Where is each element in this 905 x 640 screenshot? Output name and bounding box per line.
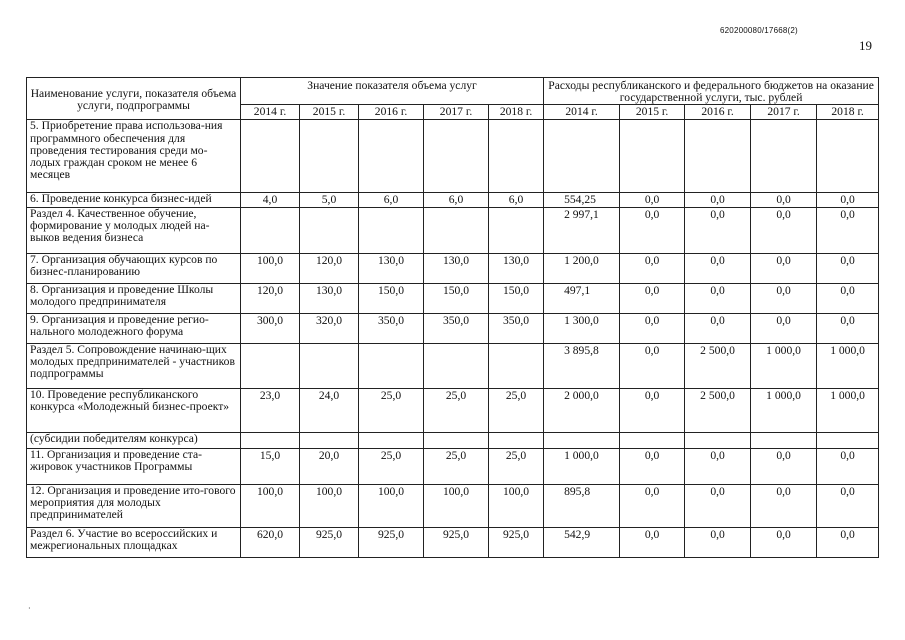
expense-cell	[620, 120, 685, 193]
expense-cell	[751, 432, 817, 448]
expense-year-header: 2018 г.	[817, 105, 879, 120]
expense-cell: 0,0	[751, 193, 817, 207]
volume-cell: 925,0	[300, 527, 359, 557]
expense-cell: 0,0	[751, 527, 817, 557]
row-name: 10. Проведение республиканского конкурса «Молодежный бизнес-проект»	[27, 388, 241, 432]
volume-cell	[241, 343, 300, 388]
volume-cell: 24,0	[300, 388, 359, 432]
table-row	[27, 283, 879, 313]
volume-cell	[424, 432, 489, 448]
volume-cell: 150,0	[359, 283, 424, 313]
volume-cell: 15,0	[241, 448, 300, 484]
volume-cell: 925,0	[424, 527, 489, 557]
volume-cell: 23,0	[241, 388, 300, 432]
row-name: 6. Проведение конкурса бизнес-идей	[27, 193, 241, 207]
expense-cell: 0,0	[620, 313, 685, 343]
expense-cell: 1 300,0	[544, 313, 620, 343]
expense-cell: 0,0	[817, 448, 879, 484]
expense-cell: 0,0	[620, 193, 685, 207]
expense-cell	[544, 120, 620, 193]
expense-cell	[685, 432, 751, 448]
volume-cell	[359, 343, 424, 388]
volume-cell	[359, 120, 424, 193]
volume-cell: 120,0	[300, 253, 359, 283]
volume-cell	[489, 207, 544, 253]
volume-year-header: 2015 г.	[300, 105, 359, 120]
expense-cell: 497,1	[544, 283, 620, 313]
expense-cell	[620, 432, 685, 448]
table-row	[27, 313, 879, 343]
volume-cell: 300,0	[241, 313, 300, 343]
table-row	[27, 253, 879, 283]
table-row	[27, 432, 879, 448]
table-row	[27, 484, 879, 527]
volume-cell: 6,0	[424, 193, 489, 207]
volume-cell	[241, 120, 300, 193]
expense-cell: 0,0	[817, 527, 879, 557]
volume-cell: 130,0	[489, 253, 544, 283]
expense-cell: 0,0	[685, 283, 751, 313]
volume-cell	[424, 343, 489, 388]
expense-cell: 1 000,0	[751, 388, 817, 432]
row-name: 9. Организация и проведение регио-нального молодежного форума	[27, 313, 241, 343]
table-row	[27, 343, 879, 388]
volume-cell: 120,0	[241, 283, 300, 313]
volume-year-header: 2018 г.	[489, 105, 544, 120]
volume-year-header: 2017 г.	[424, 105, 489, 120]
volume-cell: 25,0	[359, 448, 424, 484]
volume-cell	[359, 432, 424, 448]
expense-cell: 0,0	[620, 343, 685, 388]
volume-cell: 130,0	[424, 253, 489, 283]
document-id: 620200080/17668(2)	[720, 26, 798, 35]
volume-cell: 100,0	[359, 484, 424, 527]
row-name: (субсидии победителям конкурса)	[27, 432, 241, 448]
expense-cell: 0,0	[751, 448, 817, 484]
expense-cell: 1 000,0	[751, 343, 817, 388]
expense-cell: 0,0	[620, 207, 685, 253]
expense-year-header: 2017 г.	[751, 105, 817, 120]
volume-cell: 925,0	[359, 527, 424, 557]
row-name: 12. Организация и проведение ито-гового мероприятия для молодых предпринимателей	[27, 484, 241, 527]
expense-cell: 1 200,0	[544, 253, 620, 283]
volume-year-header: 2016 г.	[359, 105, 424, 120]
expense-cell: 0,0	[620, 388, 685, 432]
expense-cell: 0,0	[685, 527, 751, 557]
volume-year-header: 2014 г.	[241, 105, 300, 120]
expense-year-header: 2014 г.	[544, 105, 620, 120]
expense-cell	[751, 120, 817, 193]
expense-cell: 0,0	[620, 448, 685, 484]
volume-cell: 5,0	[300, 193, 359, 207]
expense-cell: 0,0	[817, 193, 879, 207]
expense-cell: 2 500,0	[685, 343, 751, 388]
expense-cell: 554,25	[544, 193, 620, 207]
volume-cell: 320,0	[300, 313, 359, 343]
volume-cell: 350,0	[424, 313, 489, 343]
services-table	[26, 77, 879, 558]
row-name: 7. Организация обучающих курсов по бизнес-планированию	[27, 253, 241, 283]
volume-cell: 150,0	[489, 283, 544, 313]
volume-cell: 350,0	[359, 313, 424, 343]
volume-cell	[424, 120, 489, 193]
expense-cell: 0,0	[620, 484, 685, 527]
volume-cell	[300, 432, 359, 448]
volume-cell: 100,0	[241, 253, 300, 283]
expense-cell: 0,0	[817, 484, 879, 527]
table-row	[27, 207, 879, 253]
volume-cell: 100,0	[424, 484, 489, 527]
expense-cell	[817, 432, 879, 448]
expense-cell: 1 000,0	[817, 343, 879, 388]
column-group-volume: Значение показателя объема услуг	[241, 78, 544, 105]
expense-cell: 0,0	[620, 253, 685, 283]
volume-cell: 25,0	[489, 448, 544, 484]
expense-cell: 0,0	[751, 207, 817, 253]
expense-cell	[817, 120, 879, 193]
volume-cell	[300, 120, 359, 193]
volume-cell	[359, 207, 424, 253]
expense-cell: 1 000,0	[544, 448, 620, 484]
expense-cell: 0,0	[751, 253, 817, 283]
row-name: 11. Организация и проведение ста-жировок участников Программы	[27, 448, 241, 484]
volume-cell: 20,0	[300, 448, 359, 484]
table-row	[27, 527, 879, 557]
expense-cell: 0,0	[685, 253, 751, 283]
expense-cell: 0,0	[817, 283, 879, 313]
expense-cell	[685, 120, 751, 193]
table-row	[27, 193, 879, 207]
expense-cell: 0,0	[751, 313, 817, 343]
table-row	[27, 388, 879, 432]
volume-cell	[241, 207, 300, 253]
volume-cell: 25,0	[359, 388, 424, 432]
expense-cell: 3 895,8	[544, 343, 620, 388]
volume-cell: 100,0	[300, 484, 359, 527]
volume-cell: 925,0	[489, 527, 544, 557]
row-name: Раздел 6. Участие во всероссийских и межрегиональных площадках	[27, 527, 241, 557]
page-number: 19	[859, 38, 872, 53]
expense-cell: 2 500,0	[685, 388, 751, 432]
column-header-name: Наименование услуги, показателя объема услуги, подпрограммы	[27, 78, 241, 120]
row-name: 8. Организация и проведение Школы молодого предпринимателя	[27, 283, 241, 313]
row-name: 5. Приобретение права использова-ния программного обеспечения для проведения тестирования среди мо-лодых граждан сроком не менее 6 месяцев	[27, 120, 241, 193]
margin-mark: ·	[28, 604, 31, 613]
volume-cell: 130,0	[359, 253, 424, 283]
volume-cell: 6,0	[489, 193, 544, 207]
row-name: Раздел 5. Сопровождение начинаю-щих молодых предпринимателей - участников подпрограммы	[27, 343, 241, 388]
volume-cell: 25,0	[424, 388, 489, 432]
volume-cell	[489, 120, 544, 193]
expense-cell: 0,0	[685, 207, 751, 253]
volume-cell: 150,0	[424, 283, 489, 313]
expense-cell: 0,0	[817, 253, 879, 283]
expense-cell: 0,0	[685, 448, 751, 484]
volume-cell: 4,0	[241, 193, 300, 207]
volume-cell	[300, 207, 359, 253]
expense-year-header: 2015 г.	[620, 105, 685, 120]
volume-cell: 130,0	[300, 283, 359, 313]
expense-cell: 0,0	[620, 527, 685, 557]
expense-cell	[544, 432, 620, 448]
volume-cell	[300, 343, 359, 388]
column-group-expense: Расходы республиканского и федерального бюджетов на оказание государственной услуги, тыс. рублей	[544, 78, 879, 105]
expense-cell: 0,0	[685, 193, 751, 207]
table-row	[27, 120, 879, 193]
table-row	[27, 448, 879, 484]
expense-cell: 0,0	[685, 484, 751, 527]
expense-cell: 895,8	[544, 484, 620, 527]
expense-cell: 2 997,1	[544, 207, 620, 253]
volume-cell	[489, 343, 544, 388]
volume-cell: 25,0	[489, 388, 544, 432]
expense-cell: 542,9	[544, 527, 620, 557]
expense-cell: 0,0	[620, 283, 685, 313]
volume-cell: 620,0	[241, 527, 300, 557]
row-name: Раздел 4. Качественное обучение, формирование у молодых людей на-выков ведения бизнеса	[27, 207, 241, 253]
volume-cell	[424, 207, 489, 253]
expense-cell: 0,0	[751, 283, 817, 313]
expense-cell: 2 000,0	[544, 388, 620, 432]
expense-cell: 0,0	[685, 313, 751, 343]
volume-cell: 350,0	[489, 313, 544, 343]
volume-cell	[241, 432, 300, 448]
volume-cell: 100,0	[489, 484, 544, 527]
volume-cell: 25,0	[424, 448, 489, 484]
expense-cell: 0,0	[817, 207, 879, 253]
volume-cell: 6,0	[359, 193, 424, 207]
expense-cell: 1 000,0	[817, 388, 879, 432]
volume-cell	[489, 432, 544, 448]
expense-cell: 0,0	[817, 313, 879, 343]
volume-cell: 100,0	[241, 484, 300, 527]
expense-year-header: 2016 г.	[685, 105, 751, 120]
expense-cell: 0,0	[751, 484, 817, 527]
